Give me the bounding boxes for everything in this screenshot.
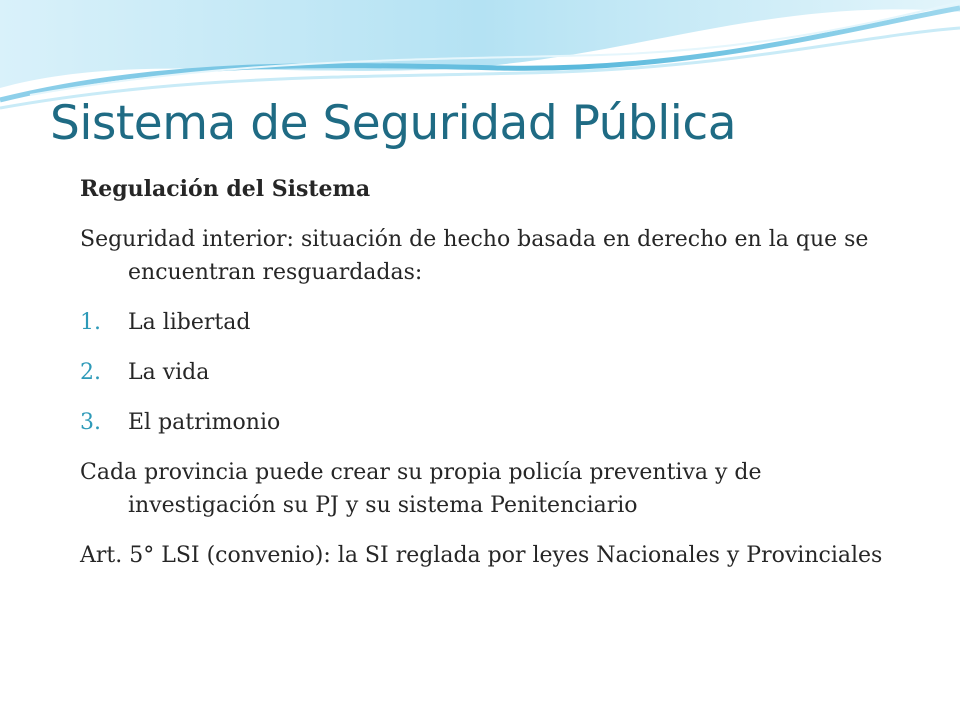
list-item — [80, 306, 910, 339]
list-text: La vida — [128, 360, 210, 385]
list-number: 1. — [80, 310, 101, 335]
slide-body — [80, 173, 910, 589]
intro-paragraph: Seguridad interior: situación de hecho basada en derecho en la que se encuentran resguardadas: — [80, 227, 869, 285]
section-heading: Regulación del Sistema — [80, 176, 371, 202]
list-item — [80, 356, 910, 389]
slide-title: Sistema de Seguridad Pública — [50, 96, 736, 151]
article-paragraph: Art. 5° LSI (convenio): la SI reglada por leyes Nacionales y Provinciales — [80, 543, 883, 568]
list-text: La libertad — [128, 310, 251, 335]
list-number: 2. — [80, 360, 101, 385]
provinces-paragraph: Cada provincia puede crear su propia policía preventiva y de investigación su PJ y su sistema Penitenciario — [80, 460, 762, 518]
list-item — [80, 406, 910, 439]
list-text: El patrimonio — [128, 410, 281, 435]
list-number: 3. — [80, 410, 101, 435]
